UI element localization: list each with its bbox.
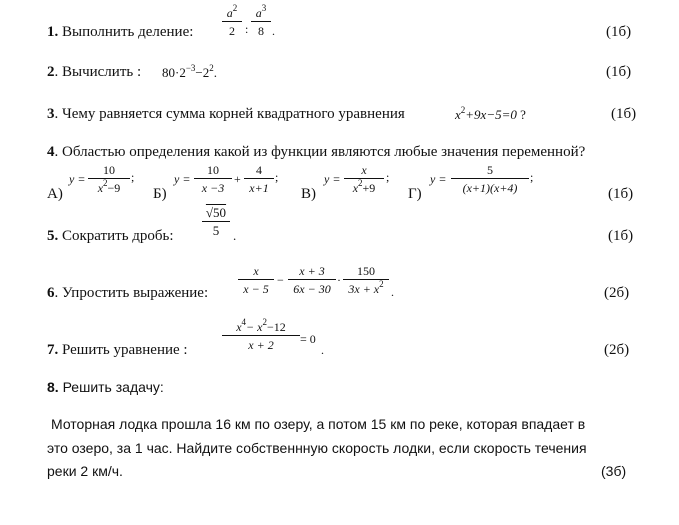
option-a-num: 10 [103,163,115,177]
task-7-number: 7. [47,342,59,358]
task-5-num: √50 [205,205,227,220]
option-c-den-exp: 2 [358,178,363,188]
task-5-fraction [202,206,230,238]
option-c-den-x: x [352,181,359,195]
task-6-dot: · [337,273,341,287]
task-2-line [47,64,141,81]
task-6-den3-exp: 2 [379,279,384,289]
task-2-expression [162,65,217,81]
option-a-y: y = [69,172,86,186]
task-2-exp-a: −3 [185,63,196,73]
option-c-end: ; [386,170,390,184]
task-6-num3: 150 [357,264,375,278]
task-4-line [47,144,585,161]
option-a-label: А) [47,186,63,202]
option-d-label: Г) [408,186,422,202]
page-top-edge [0,0,679,6]
problem-score: (3б) [601,463,627,479]
option-b-fraction-1 [194,163,232,195]
task-3-score: (1б) [611,106,637,122]
option-c-fraction [344,163,384,195]
option-c-den-rest: +9 [362,181,376,195]
task-6-text: . Упростить выражение: [54,285,209,301]
task-2-number: 2 [47,64,55,80]
option-b-den1: x −3 [201,181,225,195]
option-b-end: ; [275,170,279,184]
task-1-end: . [272,24,275,38]
problem-line-3: реки 2 км/ч. [47,463,123,479]
task-2-end: . [213,65,218,80]
problem-line-1: Моторная лодка прошла 16 км по озеру, а потом 15 км по реке, которая впадает в [51,416,586,432]
option-a-den-exp: 2 [103,178,108,188]
task-6-line [47,285,208,302]
option-b-plus: + [234,172,241,186]
task-3-equation [455,107,526,123]
task-1-num2: a [255,6,262,20]
task-6-fraction-2 [288,264,336,296]
task-7-den: x + 2 [248,338,274,352]
problem-line-2: это озеро, за 1 час. Найдите собственнную скорость лодки, если скорость течения [47,440,587,456]
task-7-num-b-exp: 2 [262,317,267,327]
task-1-fraction-2 [251,3,271,38]
option-d-den: (x+1)(x+4) [462,181,518,195]
task-8-text: Решить задачу: [62,379,164,395]
task-7-num-c: −12 [266,320,286,334]
option-c-num: x [361,163,367,177]
task-3-question-mark: ? [520,107,526,122]
option-b-y: y = [174,172,191,186]
task-1-exp1: 2 [232,3,238,13]
task-7-num-a-exp: 4 [241,317,247,327]
task-4-number: 4 [47,144,55,160]
option-b-den2: x+1 [249,181,269,195]
task-1-den2: 8 [258,24,264,38]
task-1-number: 1. [47,24,59,40]
task-1-divide-sign: : [245,22,249,36]
task-6-den3: 3x + x [348,282,380,296]
task-7-text: Решить уравнение : [62,342,188,358]
task-7-score: (2б) [604,342,630,358]
task-3-rest: +9x−5=0 [465,107,517,122]
task-7-end: . [321,343,324,357]
task-6-score: (2б) [604,285,630,301]
task-8-line [47,379,164,395]
option-d-end: ; [530,170,534,184]
task-5-line [47,228,174,245]
option-b-label: Б) [153,186,167,202]
task-1-fraction-1 [222,3,242,38]
task-8-number: 8. [47,379,59,395]
task-6-number: 6 [47,285,55,301]
option-b-num2: 4 [256,163,262,177]
option-d-y: y = [430,172,447,186]
task-6-end: . [391,285,394,299]
task-7-num-a: x [236,320,242,334]
task-6-minus: − [277,273,284,287]
task-1-num1: a [226,6,233,20]
task-7-equals-zero: = 0 [300,332,316,346]
task-5-number: 5. [47,228,59,244]
task-3-x: x [455,107,461,122]
option-d-num: 5 [487,163,493,177]
task-5-score: (1б) [608,228,634,244]
task-7-line [47,342,188,359]
task-5-den: 5 [212,223,220,238]
task-6-den1: x − 5 [243,282,269,296]
option-b-fraction-2 [244,163,274,195]
task-3-line [47,106,405,123]
option-a-end: ; [131,170,135,184]
task-7-fraction [222,317,300,352]
task-3-x-exp: 2 [460,105,466,115]
task-6-den2: 6x − 30 [293,282,331,296]
task-1-score: (1б) [606,24,632,40]
task-2-text: . Вычислить : [54,64,142,80]
option-c-label: В) [301,186,316,202]
task-5-text: Сократить дробь: [62,228,174,244]
task-6-fraction-3 [343,264,389,296]
task-1-text: Выполнить деление: [62,24,194,40]
option-d-fraction [451,163,529,195]
task-2-exp-b: 2 [209,63,214,73]
option-a-den-x: x [97,181,104,195]
task-2-term-b: −2 [195,65,210,80]
task-2-term-a: 80·2 [162,65,186,80]
task-4-text: . Областью определения какой из функции являются любые значения переменной? [54,144,586,160]
task-3-number: 3 [47,106,55,122]
task-6-num1: x [253,264,259,278]
task-1-den1: 2 [229,24,235,38]
task-6-num2: x + 3 [299,264,325,278]
task-3-text: . Чему равняется сумма корней квадратного уравнения [54,106,405,122]
task-4-score: (1б) [608,186,634,202]
task-1-exp2: 3 [261,3,267,13]
task-6-fraction-1 [238,264,274,296]
option-c-y: y = [324,172,341,186]
task-7-num-b: − x [246,320,263,334]
option-a-den-rest: −9 [107,181,121,195]
option-a-fraction [88,163,130,195]
option-b-num1: 10 [207,163,219,177]
task-5-end: . [233,228,237,243]
task-1-line [47,24,193,41]
task-2-score: (1б) [606,64,632,80]
